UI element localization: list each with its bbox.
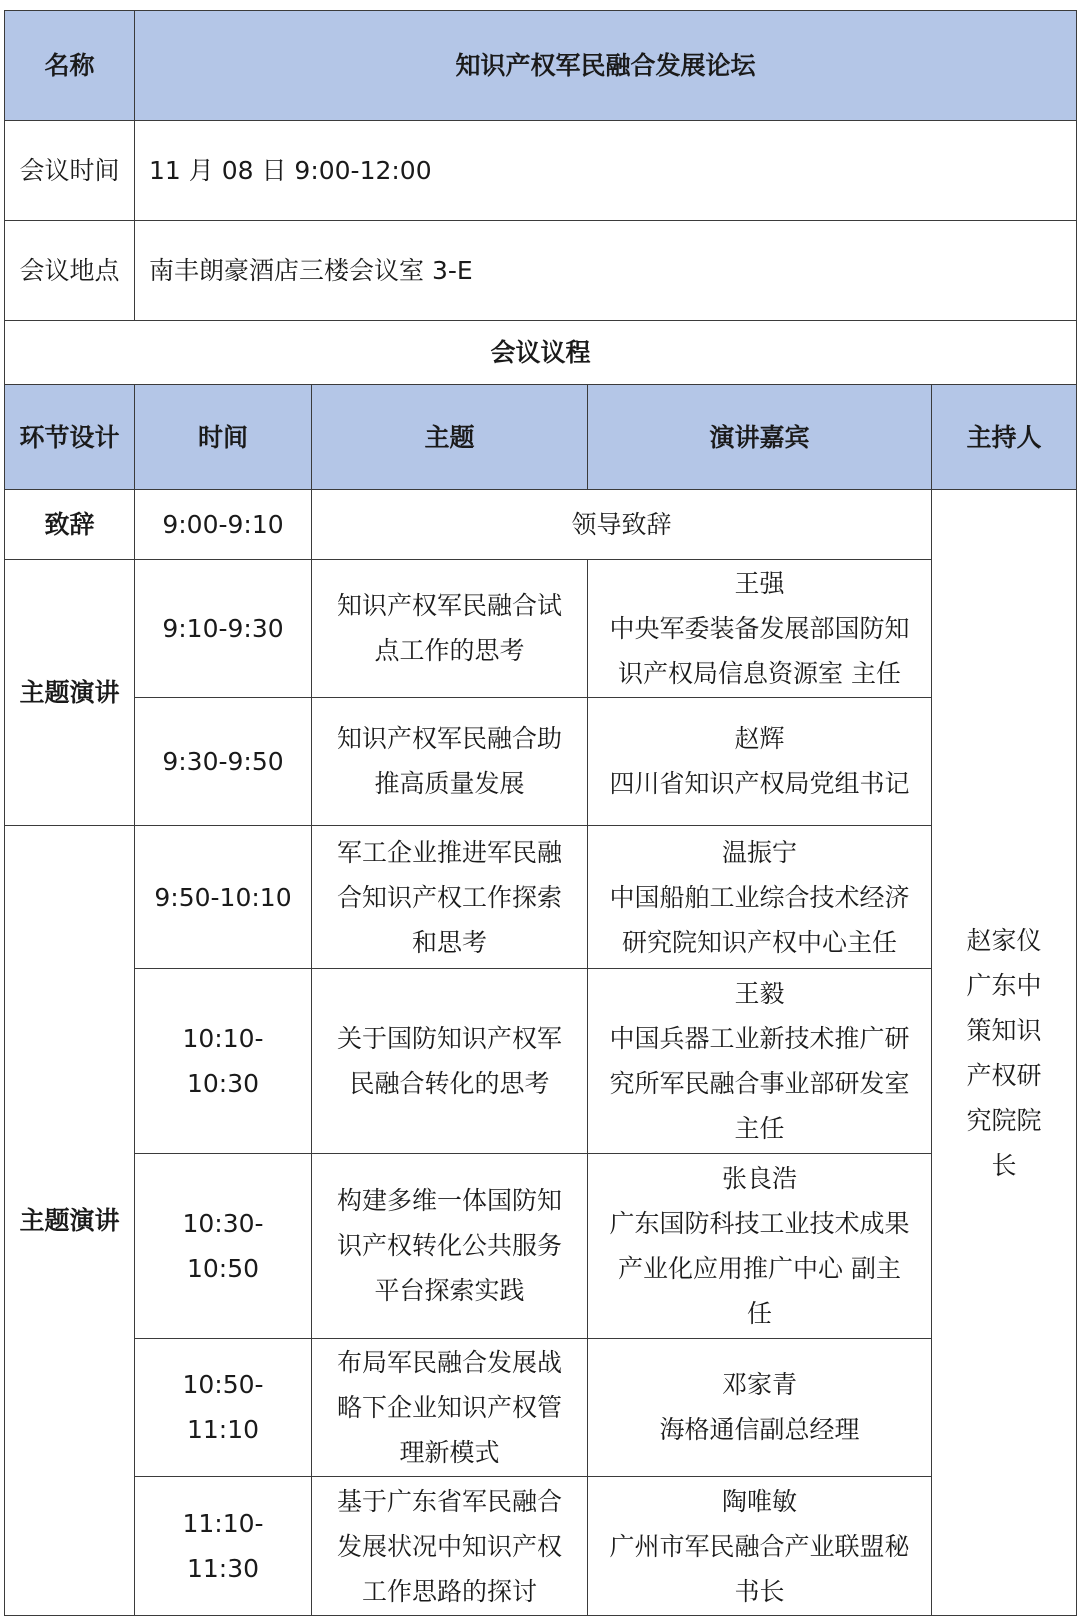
time-cell: 9:50-10:10 [135, 825, 312, 969]
speaker-cell: 邓家青 海格通信副总经理 [588, 1338, 932, 1477]
segment-cell: 主题演讲 [5, 559, 135, 825]
time-cell: 10:10-10:30 [135, 969, 312, 1154]
time-cell: 10:30-10:50 [135, 1154, 312, 1339]
host-cell: 赵家仪 广东中 策知识 产权研 究院院 长 [932, 490, 1077, 1616]
segment-cell: 主题演讲 [5, 825, 135, 1615]
name-label: 名称 [5, 11, 135, 121]
time-cell: 9:10-9:30 [135, 559, 312, 698]
column-header-segment: 环节设计 [5, 385, 135, 490]
place-label: 会议地点 [5, 221, 135, 321]
topic-cell: 知识产权军民融合试 点工作的思考 [312, 559, 588, 698]
time-cell: 9:30-9:50 [135, 698, 312, 825]
table-row [5, 1477, 1077, 1616]
agenda-table [4, 10, 1077, 1616]
segment-cell: 致辞 [5, 490, 135, 559]
speaker-cell: 陶唯敏 广州市军民融合产业联盟秘 书长 [588, 1477, 932, 1616]
topic-cell: 布局军民融合发展战 略下企业知识产权管 理新模式 [312, 1338, 588, 1477]
topic-cell: 构建多维一体国防知 识产权转化公共服务 平台探索实践 [312, 1154, 588, 1339]
speaker-cell: 温振宁 中国船舶工业综合技术经济 研究院知识产权中心主任 [588, 825, 932, 969]
time-cell: 11:10-11:30 [135, 1477, 312, 1616]
time-value: 11 月 08 日 9:00-12:00 [135, 121, 1077, 221]
place-value: 南丰朗豪酒店三楼会议室 3-E [135, 221, 1077, 321]
column-header-speaker: 演讲嘉宾 [588, 385, 932, 490]
table-row [5, 969, 1077, 1154]
column-header-time: 时间 [135, 385, 312, 490]
speaker-cell: 张良浩 广东国防科技工业技术成果 产业化应用推广中心 副主 任 [588, 1154, 932, 1339]
topic-cell: 基于广东省军民融合 发展状况中知识产权 工作思路的探讨 [312, 1477, 588, 1616]
table-row [5, 490, 1077, 559]
speaker-cell: 王强 中央军委装备发展部国防知 识产权局信息资源室 主任 [588, 559, 932, 698]
topic-cell: 军工企业推进军民融 合知识产权工作探索 和思考 [312, 825, 588, 969]
time-cell: 10:50-11:10 [135, 1338, 312, 1477]
agenda-title: 会议议程 [5, 320, 1077, 384]
speaker-cell: 王毅 中国兵器工业新技术推广研 究所军民融合事业部研发室 主任 [588, 969, 932, 1154]
topic-cell: 知识产权军民融合助 推高质量发展 [312, 698, 588, 825]
table-row [5, 559, 1077, 698]
column-header-topic: 主题 [312, 385, 588, 490]
column-header-host: 主持人 [932, 385, 1077, 490]
forum-title: 知识产权军民融合发展论坛 [135, 11, 1077, 121]
table-row [5, 825, 1077, 969]
topic-cell: 领导致辞 [312, 490, 932, 559]
table-row [5, 1154, 1077, 1339]
table-row [5, 698, 1077, 825]
topic-cell: 关于国防知识产权军 民融合转化的思考 [312, 969, 588, 1154]
time-label: 会议时间 [5, 121, 135, 221]
speaker-cell: 赵辉 四川省知识产权局党组书记 [588, 698, 932, 825]
time-cell: 9:00-9:10 [135, 490, 312, 559]
table-row [5, 1338, 1077, 1477]
